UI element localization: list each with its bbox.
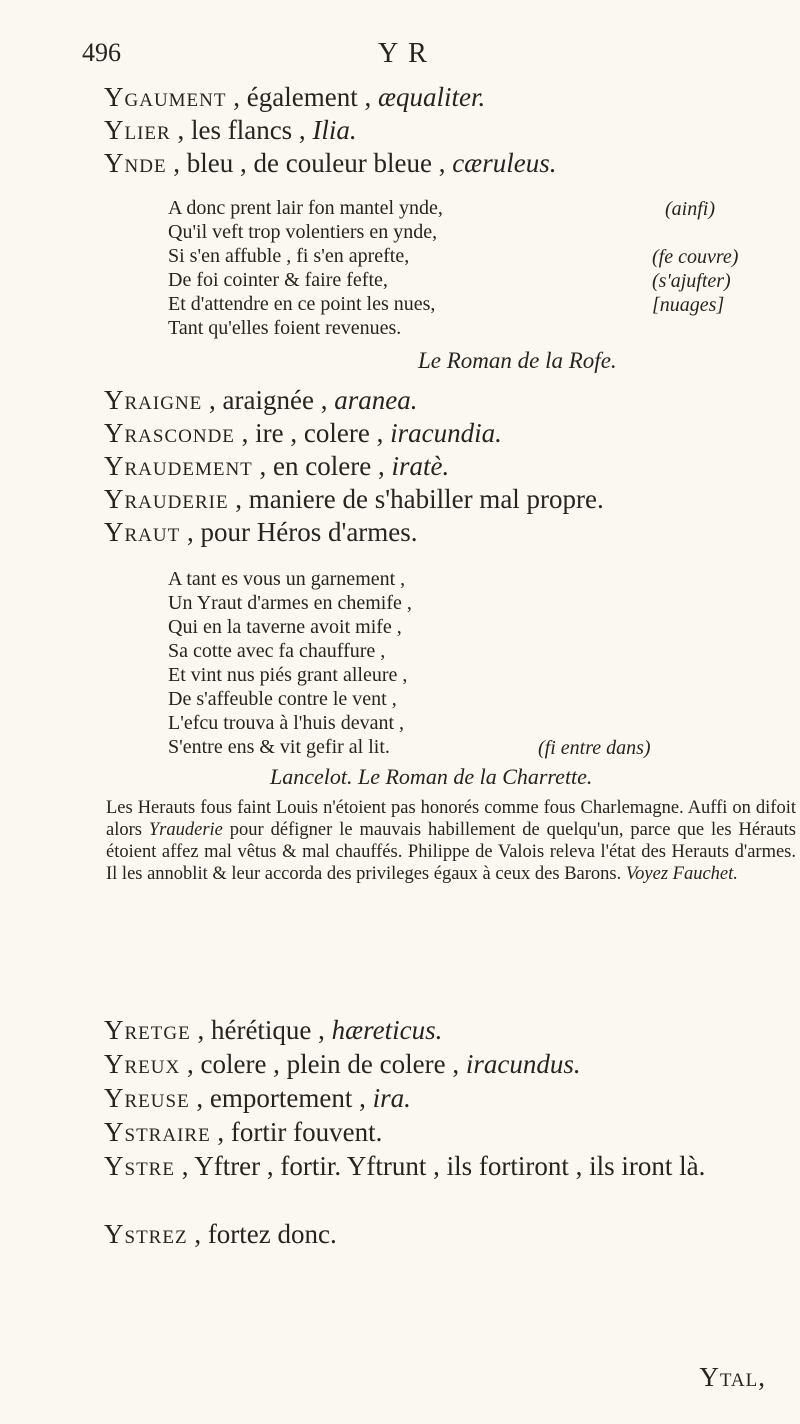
verse-line: Et d'attendre en ce point les nues, xyxy=(168,293,436,315)
verse-line: De foi cointer & faire fefte, xyxy=(168,269,388,291)
gloss: (fe couvre) xyxy=(652,246,739,268)
definition: pour Héros d'armes. xyxy=(200,517,418,547)
latin-equivalent: iracundus. xyxy=(465,1049,581,1079)
latin-equivalent: Ilia. xyxy=(312,115,357,145)
verse-line: S'entre ens & vit gefir al lit. xyxy=(168,736,390,758)
gloss: (s'ajufter) xyxy=(652,270,731,292)
entry-yrauderie xyxy=(104,482,604,516)
historical-note xyxy=(106,797,796,885)
historical-note-text xyxy=(106,797,796,885)
verse-line: Et vint nus piés grant alleure , xyxy=(168,664,408,686)
definition: Yftrer , fortir. Yftrunt , ils fortiront , ils iront là. xyxy=(194,1151,706,1181)
headword: Yretge xyxy=(104,1015,191,1045)
verse-line: Tant qu'elles foient revenues. xyxy=(168,317,402,339)
definition: colere , plein de colere , xyxy=(200,1049,466,1079)
note-term: Yrauderie xyxy=(148,820,223,840)
gloss: (ainfi) xyxy=(665,198,715,220)
headword: Yreux xyxy=(104,1049,181,1079)
entry-ylier xyxy=(104,113,357,147)
entry-yraigne xyxy=(104,383,417,417)
entry-yreux xyxy=(104,1047,581,1081)
headword: Ylier xyxy=(104,115,171,145)
separator: , xyxy=(180,1049,201,1079)
latin-equivalent: iracundia. xyxy=(390,418,502,448)
entry-ynde xyxy=(104,146,556,180)
separator: , xyxy=(174,1151,195,1181)
entry-ystrez xyxy=(104,1217,337,1251)
gloss: (fi entre dans) xyxy=(538,737,651,759)
note-text: Les Herauts fous faint Louis n'étoient pas honorés comme fous Charlemagne. Auffi on difoit alors xyxy=(106,798,796,840)
verse-line: Qui en la taverne avoit mife , xyxy=(168,616,402,638)
headword: Ystrez xyxy=(104,1219,188,1249)
gloss: [nuages] xyxy=(652,294,725,316)
quotation-source: Lancelot. Le Roman de la Charrette. xyxy=(270,764,593,789)
latin-equivalent: ira. xyxy=(372,1083,411,1113)
headword: Yraigne xyxy=(104,385,203,415)
headword: Ystraire xyxy=(104,1117,211,1147)
quotation-source: Le Roman de la Rofe. xyxy=(418,348,617,373)
headword: Yrauderie xyxy=(104,484,229,514)
separator: , xyxy=(187,1219,208,1249)
latin-equivalent: æqualiter. xyxy=(377,82,486,112)
verse-line: A tant es vous un garnement , xyxy=(168,568,406,590)
separator: , xyxy=(170,115,191,145)
separator: , xyxy=(202,385,223,415)
note-text: pour défigner le mauvais habillement de quelqu'un, parce que les Hérauts étoient affez mal vêtus & mal chauffés. Philippe de Valois releva l'état des Herauts d'armes. Il les annoblit & leur accorda des privileges égaux à ceux des Barons. xyxy=(106,820,796,884)
separator: , xyxy=(189,1083,210,1113)
definition: ire , colere , xyxy=(255,418,391,448)
headword: Ygaument xyxy=(104,82,227,112)
definition: hérétique , xyxy=(210,1015,332,1045)
separator: , xyxy=(180,517,201,547)
entry-ystre xyxy=(104,1149,794,1183)
verse-line: L'efcu trouva à l'huis devant , xyxy=(168,712,405,734)
headword: Yraut xyxy=(104,517,181,547)
definition: les flancs , xyxy=(190,115,313,145)
definition: maniere de s'habiller mal propre. xyxy=(248,484,604,514)
catchword: Ytal, xyxy=(699,1362,766,1392)
definition: emportement , xyxy=(209,1083,373,1113)
separator: , xyxy=(228,484,249,514)
headword: Yrasconde xyxy=(104,418,235,448)
entry-ygaument xyxy=(104,80,485,114)
definition: fortez donc. xyxy=(207,1219,337,1249)
definition: bleu , de couleur bleue , xyxy=(186,148,453,178)
page-number: 496 xyxy=(82,38,121,67)
headword: Ynde xyxy=(104,148,167,178)
latin-equivalent: cæruleus. xyxy=(452,148,557,178)
entry-yreuse xyxy=(104,1081,411,1115)
separator: , xyxy=(166,148,187,178)
latin-equivalent: hæreticus. xyxy=(331,1015,443,1045)
separator: , xyxy=(190,1015,211,1045)
headword: Yraudement xyxy=(104,451,253,481)
separator: , xyxy=(210,1117,231,1147)
entry-yretge xyxy=(104,1013,442,1047)
separator: , xyxy=(226,82,247,112)
definition: araignée , xyxy=(222,385,335,415)
separator: , xyxy=(234,418,256,448)
separator: , xyxy=(252,451,274,481)
verse-line: A donc prent lair fon mantel ynde, xyxy=(168,197,443,219)
verse-line: Qu'il veft trop volentiers en ynde, xyxy=(168,221,438,243)
headword: Ystre xyxy=(104,1151,175,1181)
verse-line: Si s'en affuble , fi s'en aprefte, xyxy=(168,245,410,267)
definition: également , xyxy=(246,82,378,112)
entry-yraut xyxy=(104,515,418,549)
verse-line: Un Yraut d'armes en chemife , xyxy=(168,592,412,614)
latin-equivalent: aranea. xyxy=(334,385,418,415)
entry-yraudement xyxy=(104,449,449,483)
verse-line: Sa cotte avec fa chauffure , xyxy=(168,640,386,662)
headword: Yreuse xyxy=(104,1083,190,1113)
latin-equivalent: iratè. xyxy=(391,451,450,481)
definition: en colere , xyxy=(273,451,392,481)
entry-yrasconde xyxy=(104,416,502,450)
running-title: Y R xyxy=(378,38,429,69)
note-reference: Voyez Fauchet. xyxy=(625,864,738,884)
verse-line: De s'affeuble contre le vent , xyxy=(168,688,397,710)
entry-ystraire xyxy=(104,1115,382,1149)
definition: fortir fouvent. xyxy=(230,1117,383,1147)
